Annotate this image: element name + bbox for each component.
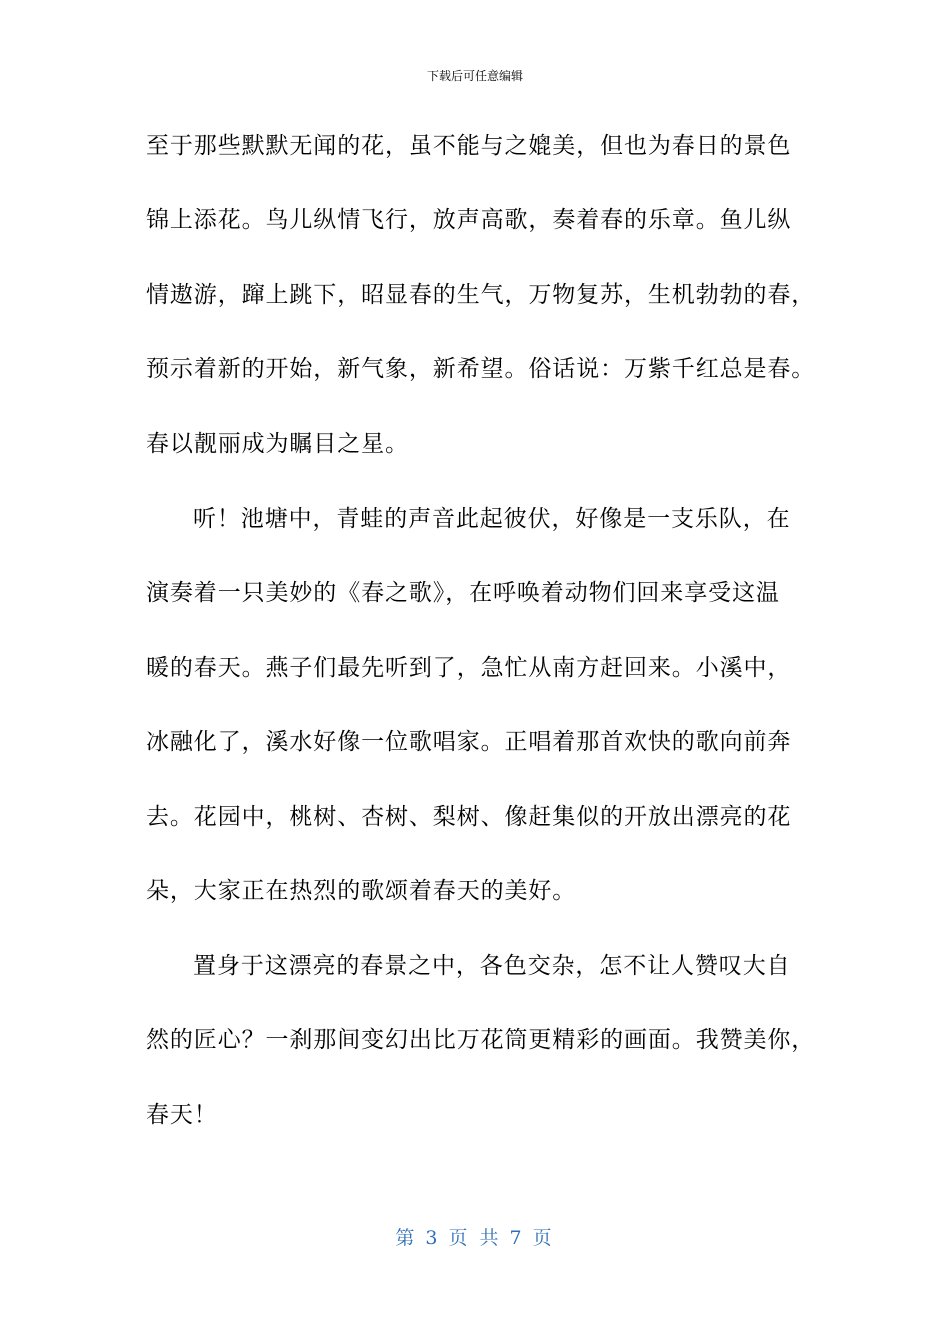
page-footer	[0, 1226, 950, 1250]
text-line: 冰融化了，溪水好像一位歌唱家。正唱着那首欢快的歌向前奔	[146, 729, 792, 755]
page-header: 下载后可任意编辑	[426, 69, 523, 83]
footer-middle: 页 共	[448, 1227, 502, 1249]
text-line: 去。花园中，桃树、杏树、梨树、像赶集似的开放出漂亮的花	[146, 804, 792, 830]
text-line: 春以靓丽成为瞩目之星。	[146, 431, 409, 457]
text-line: 情遨游，蹿上跳下，昭显春的生气，万物复苏，生机勃勃的春，	[146, 282, 816, 308]
text-line: 预示着新的开始，新气象，新希望。俗话说：万紫千红总是春。	[146, 356, 816, 382]
footer-suffix: 页	[532, 1227, 555, 1249]
text-line: 然的匠心？一刹那间变幻出比万花筒更精彩的画面。我赞美你，	[146, 1027, 816, 1053]
footer-total-pages: 7	[509, 1227, 525, 1249]
text-line: 演奏着一只美妙的《春之歌》，在呼唤着动物们回来享受这温	[146, 580, 780, 606]
paragraph-start-line: 听！池塘中，青蛙的声音此起彼伏，好像是一支乐队，在	[193, 506, 791, 532]
text-line: 暖的春天。燕子们最先听到了，急忙从南方赶回来。小溪中，	[146, 655, 792, 681]
footer-current-page: 3	[425, 1227, 441, 1249]
text-line: 春天！	[146, 1102, 218, 1128]
footer-prefix: 第	[395, 1227, 418, 1249]
text-line: 锦上添花。鸟儿纵情飞行，放声高歌，奏着春的乐章。鱼儿纵	[146, 207, 792, 233]
text-line: 至于那些默默无闻的花，虽不能与之媲美，但也为春日的景色	[146, 133, 792, 159]
text-line: 朵，大家正在热烈的歌颂着春天的美好。	[146, 878, 577, 904]
paragraph-start-line: 置身于这漂亮的春景之中，各色交杂，怎不让人赞叹大自	[193, 953, 791, 979]
